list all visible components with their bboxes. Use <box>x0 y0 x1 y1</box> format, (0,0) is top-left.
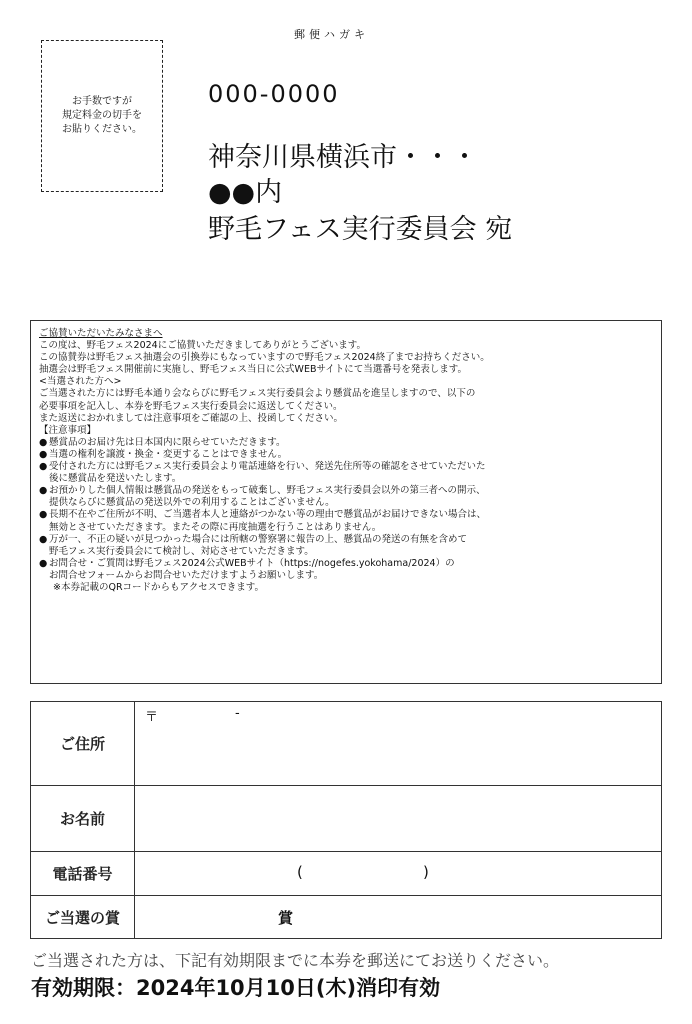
address-field[interactable] <box>135 702 662 786</box>
bullet-mark: ● <box>39 436 48 448</box>
bullet-mark: ● <box>39 448 48 460</box>
zip-mark: 〒 <box>145 710 159 725</box>
stamp-instruction: お手数ですが 規定料金の切手を お貼りください。 <box>62 96 142 135</box>
tel-label: 電話番号 <box>31 852 135 896</box>
notice-intro-line: この協賛券は野毛フェス抽選会の引換券にもなっていますので野毛フェス2024終了までお持ちください。 <box>39 352 490 364</box>
caution-item-text: お預かりした個人情報は懸賞品の発送をもって破棄し、野毛フェス実行委員会以外の第三者への開示、 提供ならびに懸賞品の発送以外での利用することはございません。 <box>49 485 486 509</box>
winners-text-line: 必要事項を記入し、本券を野毛フェス実行委員会に返送してください。 <box>39 400 343 412</box>
caution-item-text: 懸賞品のお届け先は日本国内に限らせていただきます。 <box>49 436 286 448</box>
prize-unit: 賞 <box>278 909 294 927</box>
name-field[interactable] <box>135 786 662 852</box>
caution-item-text: お問合せ・ご質問は野毛フェス2024公式WEBサイト（https://nogefes.yokohama/2024）の お問合せフォームからお問合せいただけますようお願いします。 <box>49 557 455 581</box>
zip-dash: - <box>235 706 240 721</box>
notice-intro-line: 抽選会は野毛フェス開催前に実施し、野毛フェス当日に公式WEBサイトにて当選番号を発表します。 <box>39 364 468 376</box>
winners-text-line: ご当選された方には野毛本通り会ならびに野毛フェス実行委員会より懸賞品を進呈しますので、以下の <box>39 388 476 400</box>
entry-form-table <box>30 701 662 939</box>
name-label: お名前 <box>31 786 135 852</box>
notice-title: ご協賛いただいたみなさまへ <box>39 328 163 339</box>
notice-intro-line: この度は、野毛フェス2024にご協賛いただきましてありがとうございます。 <box>39 340 366 352</box>
caution-item <box>39 509 653 533</box>
bullet-mark: ● <box>39 485 48 497</box>
prize-field[interactable] <box>135 896 662 939</box>
caution-item-text: 当選の権利を譲渡・換金・変更することはできません。 <box>49 448 288 460</box>
bullet-mark: ● <box>39 509 48 521</box>
prize-row <box>31 896 662 939</box>
address-label: ご住所 <box>31 702 135 786</box>
recipient-name: 野毛フェス実行委員会 宛 <box>208 214 513 245</box>
caution-heading: 【注意事項】 <box>39 424 97 436</box>
mailing-instruction: ご当選された方は、下記有効期限までに本券を郵送にてお送りください。 <box>31 951 560 970</box>
notice-box <box>30 320 662 684</box>
caution-item <box>39 461 653 485</box>
tel-field[interactable] <box>135 852 662 896</box>
recipient-address-line1: 神奈川県横浜市・・・ <box>208 142 478 173</box>
bullet-mark: ● <box>39 461 48 473</box>
postal-code: 000-0000 <box>208 80 340 108</box>
qr-note: ※本券記載のQRコードからもアクセスできます。 <box>53 581 264 593</box>
tel-row <box>31 852 662 896</box>
caution-item-text: 万が一、不正の疑いが見つかった場合には所轄の警察署に報告の上、懸賞品の発送の有無を含めて 野毛フェス実行委員会にて検討し、対応させていただきます。 <box>49 533 468 557</box>
winners-text-line: また返送におかれましては注意事項をご確認の上、投函してください。 <box>39 412 344 424</box>
prize-label: ご当選の賞 <box>31 896 135 939</box>
caution-item <box>39 485 653 509</box>
caution-item <box>39 534 653 558</box>
caution-item <box>39 437 653 449</box>
address-row <box>31 702 662 786</box>
stamp-area <box>41 40 163 192</box>
bullet-mark: ● <box>39 533 48 545</box>
caution-item-text: 受付された方には野毛フェス実行委員会より電話連絡を行い、発送先住所等の確認をさせていただいた 後に懸賞品を発送いたします。 <box>49 461 486 485</box>
caution-item <box>39 449 653 461</box>
recipient-address-line2: ●●内 <box>208 177 283 208</box>
tel-paren-close: ) <box>423 863 429 881</box>
tel-paren-open: ( <box>297 863 303 881</box>
caution-item-text: 長期不在やご住所が不明、ご当選者本人と連絡がつかない等の理由で懸賞品がお届けできない場合は、 無効とさせていただきます。またその際に再度抽選を行うことはありません。 <box>49 509 487 533</box>
expiry-date: 有効期限：2024年10月10日(木)消印有効 <box>31 976 441 1000</box>
name-row <box>31 786 662 852</box>
winners-heading: <当選された方へ> <box>39 376 122 388</box>
caution-item <box>39 558 653 582</box>
bullet-mark: ● <box>39 557 48 569</box>
postcard-header-label: 郵便ハガキ <box>294 28 369 41</box>
